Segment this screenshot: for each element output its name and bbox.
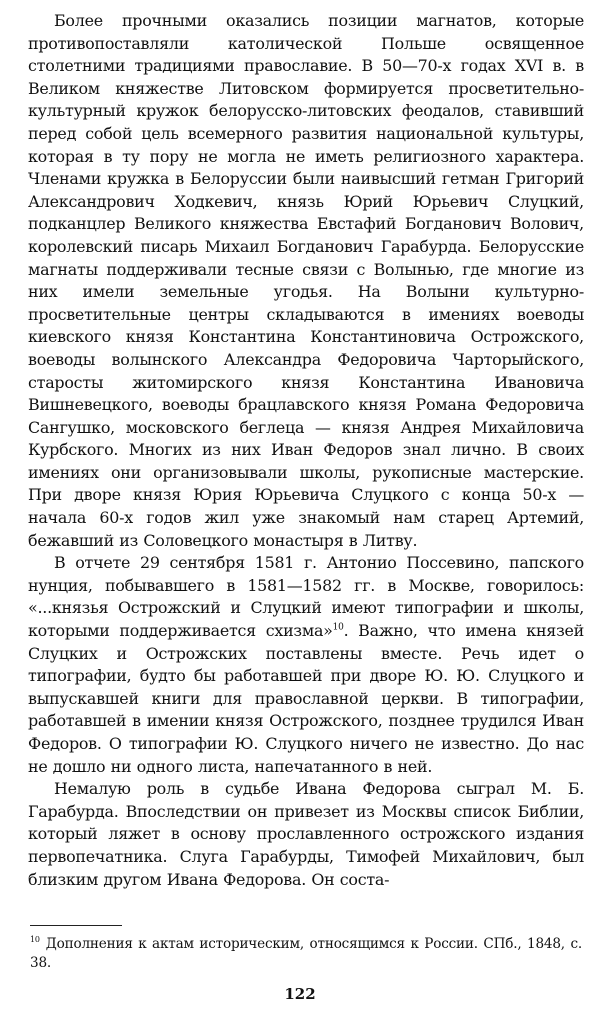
page-body [28, 10, 584, 891]
footnote-reference[interactable]: 10 [332, 622, 344, 633]
paragraph-2-text-a: В отчете 29 сентября 1581 г. Антонио Поссевино, папского нунция, побывавшего в 1581—1582 гг. в Москве, говорилось: «...князья Острожский и Слуцкий имеют типографии и школы, которыми поддерживается схизма» [28, 553, 584, 641]
paragraph-3-text: Немалую роль в судьбе Ивана Федорова сыграл М. Б. Гарабурда. Впоследствии он привезет из Москвы список Библии, который ляжет в основу прославленного острожского издания первопечатника. Слуга Гарабурды, Тимофей Михайлович, был близким другом Ивана Федорова. Он соста- [28, 779, 584, 889]
footnote-mark: 10 [30, 935, 40, 945]
paragraph-2 [28, 552, 584, 778]
paragraph-1 [28, 10, 584, 552]
paragraph-3 [28, 778, 584, 891]
footnote-divider [30, 925, 122, 926]
footnote-text: Дополнения к актам историческим, относящимся к России. СПб., 1848, с. 38. [30, 936, 582, 971]
page-number: 122 [284, 985, 316, 1003]
paragraph-2-text-b: . Важно, что имена князей Слуцких и Острожских поставлены вместе. Речь идет о типографии, будто бы работавшей при дворе Ю. Ю. Слуцкого и выпускавшей книги для православной церкви. В типографии, работавшей в имении князя Острожского, позднее трудился Иван Федоров. О типографии Ю. Слуцкого ничего не известно. До нас не дошло ни одного листа, напечатанного в ней. [28, 621, 584, 776]
footnote [30, 935, 582, 973]
paragraph-1-text: Более прочными оказались позиции магнатов, которые противопоставляли католической Польше освященное столетними традициями православие. В 50—70-х годах XVI в. в Великом княжестве Литовском формируется просветительно-культурный кружок белорусско-литовских феодалов, ставивший перед собой цель всемерного развития национальной культуры, которая в ту пору не могла не иметь религиозного характера. Членами кружка в Белоруссии были наивысший гетман Григорий Александрович Ходкевич, князь Юрий Юрьевич Слуцкий, подканцлер Великого княжества Евстафий Богданович Волович, королевский писарь Михаил Богданович Гарабурда. Белорусские магнаты поддерживали тесные связи с Волынью, где многие из них имели земельные угодья. На Волыни культурно-просветительные центры складываются в имениях воеводы киевского князя Константина Константиновича Острожского, воеводы волынского Александра Федоровича Чарторыйского, старосты житомирского князя Константина Ивановича Вишневецкого, воеводы брацлавского князя Романа Федоровича Сангушко, московского беглеца — князя Андрея Михайловича Курбского. Многих из них Иван Федоров знал лично. В своих имениях они организовывали школы, рукописные мастерские. При дворе князя Юрия Юрьевича Слуцкого с конца 50-х — начала 60-х годов жил уже знакомый нам старец Артемий, бежавший из Соловецкого монастыря в Литву. [28, 11, 584, 550]
